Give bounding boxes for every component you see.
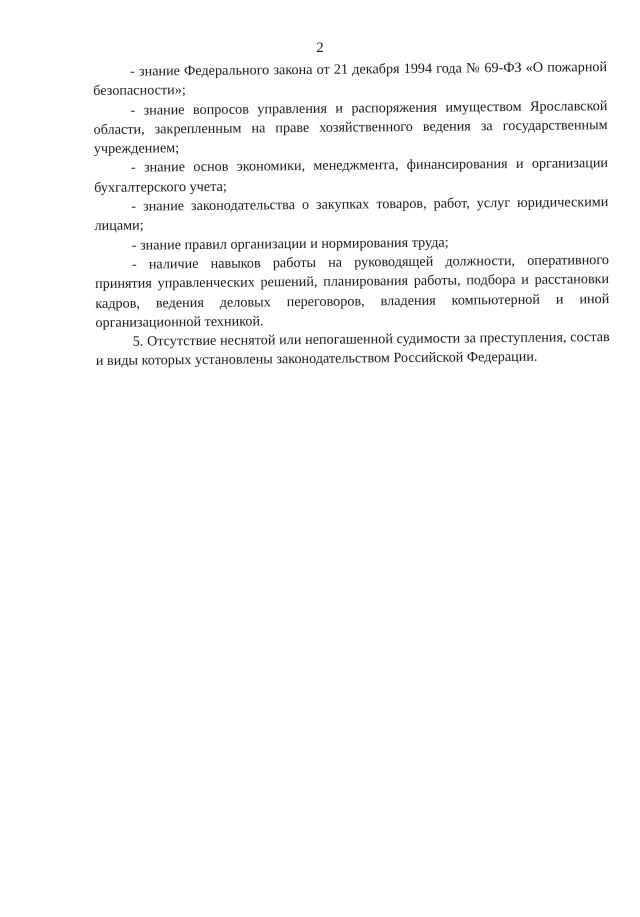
requirement-economics-accounting: - знание основ экономики, менеджмента, финансирования и организации бухгалтерского учета; xyxy=(94,155,609,196)
requirement-labor-organization: - знание правил организации и нормирования труда; xyxy=(131,234,449,254)
requirement-management-skills: - наличие навыков работы на руководящей должности, оперативного принятия управленческих решений, планирования работы, подбора и расстановки кадров, ведения деловых переговоров, владения компьютерной и иной организационной техникой. xyxy=(95,252,610,331)
requirement-procurement-law: - знание законодательства о закупках товаров, работ, услуг юридическими лицами; xyxy=(94,194,609,235)
document-body xyxy=(93,58,610,372)
requirement-no-criminal-record: 5. Отсутствие неснятой или непогашенной судимости за преступления, состав и виды которых установлены законодательством Российской Федерации. xyxy=(95,329,610,370)
page-number: 2 xyxy=(316,40,324,56)
requirement-property-management: - знание вопросов управления и распоряжения имуществом Ярославской области, закрепленным на праве хозяйственного ведения за государственным учреждением; xyxy=(93,97,608,158)
requirement-fire-safety-law: - знание Федерального закона от 21 декабря 1994 года № 69-ФЗ «О пожарной безопасности»; xyxy=(93,59,608,100)
